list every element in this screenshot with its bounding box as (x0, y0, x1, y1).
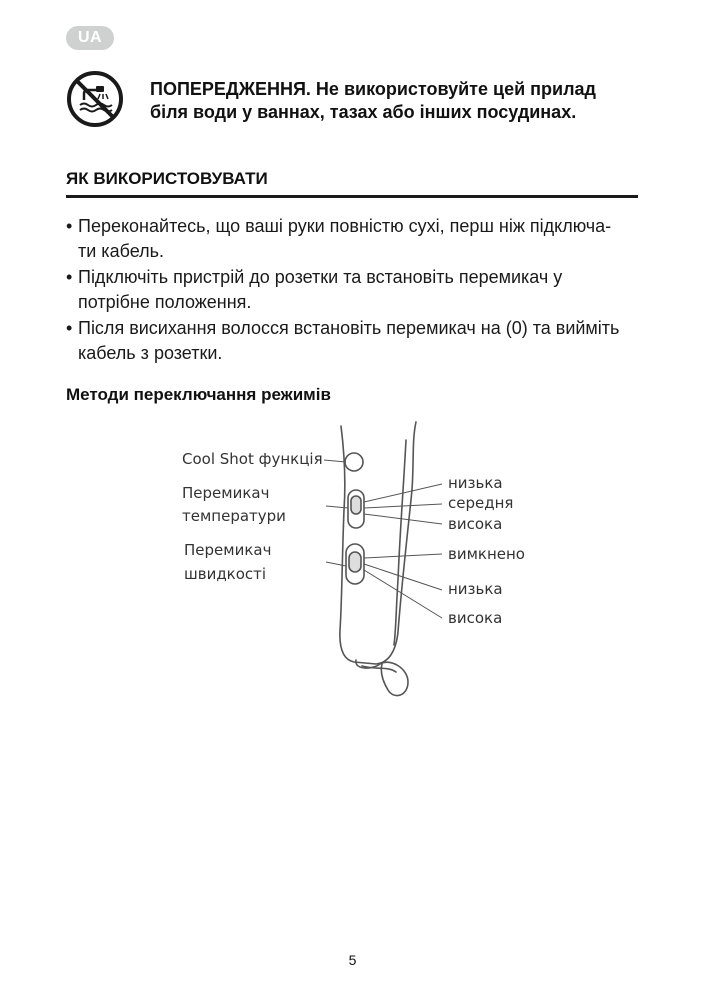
modes-title: Методи переключання режимів (66, 385, 331, 404)
speed-switch-label: Перемикач (184, 541, 272, 559)
instructions-list (66, 214, 646, 367)
list-item (66, 316, 646, 365)
list-item-line: потрібне положення. (78, 291, 252, 312)
list-item-line: Підключіть пристрій до розетки та встановіть перемикач у (78, 267, 563, 287)
speed-level-off: вимкнено (448, 545, 525, 563)
temp-switch-label: температури (182, 507, 286, 525)
warning-line: ПОПЕРЕДЖЕННЯ. Не використовуйте цей прилад (150, 79, 596, 99)
warning-line: біля води у ваннах, тазах або інших посудинах. (150, 102, 577, 122)
speed-level-high: висока (448, 609, 503, 627)
list-item (66, 265, 646, 314)
list-item-line: Переконайтесь, що ваші руки повністю сухі, перш ніж підключа- (78, 216, 612, 236)
cool-shot-label: Cool Shot функція (182, 450, 323, 468)
no-water-bath-icon (66, 70, 124, 128)
list-item (66, 214, 646, 263)
bullet-mark: • (66, 267, 73, 287)
list-item-line: ти кабель. (78, 240, 164, 261)
bullet-mark: • (66, 216, 73, 236)
temp-level-medium: середня (448, 494, 514, 512)
speed-switch-label: швидкості (184, 565, 267, 583)
list-item-line: кабель з розетки. (78, 342, 223, 363)
temp-level-high: висока (448, 515, 503, 533)
language-badge: UA (66, 26, 114, 50)
list-item-line: Після висихання волосся встановіть перемикач на (0) та вийміть (78, 318, 620, 338)
speed-level-low: низька (448, 580, 503, 598)
section-divider (66, 195, 638, 198)
page-number: 5 (348, 952, 357, 968)
section-title: ЯК ВИКОРИСТОВУВАТИ (66, 169, 268, 188)
temp-switch-label: Перемикач (182, 484, 270, 502)
warning-text (150, 78, 640, 124)
bullet-mark: • (66, 318, 73, 338)
switch-diagram (176, 420, 536, 710)
temp-level-low: низька (448, 474, 503, 492)
